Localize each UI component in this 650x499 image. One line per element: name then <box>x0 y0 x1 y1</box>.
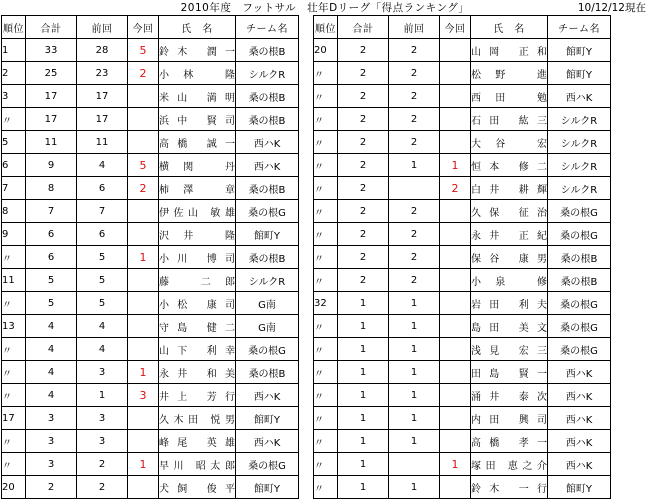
previous-cell <box>389 453 440 476</box>
current-cell <box>440 430 471 453</box>
player-name-cell: 保谷 康男 <box>471 246 548 269</box>
team-name-cell: 桑の根B <box>236 246 299 269</box>
team-name-cell: 西ハK <box>236 384 299 407</box>
previous-cell: 3 <box>77 430 128 453</box>
page-title: 2010年度 フットサル 壮年Dリーグ「得点ランキング」 <box>180 2 470 14</box>
table-row <box>314 361 611 384</box>
ranking-table-left <box>1 15 299 499</box>
rank-cell: 2 <box>2 62 26 85</box>
total-cell: 2 <box>338 177 389 200</box>
previous-cell: 1 <box>389 407 440 430</box>
rank-cell: 32 <box>314 292 338 315</box>
rank-cell: 〃 <box>2 246 26 269</box>
col-header-name: 氏 名 <box>159 16 236 39</box>
previous-cell: 1 <box>389 315 440 338</box>
player-name-cell: 鈴木 一行 <box>471 476 548 499</box>
rank-cell: 13 <box>2 315 26 338</box>
total-cell: 2 <box>338 62 389 85</box>
player-name-cell: 浜中 賢司 <box>159 108 236 131</box>
team-name-cell: 桑の根B <box>236 177 299 200</box>
table-row <box>2 62 299 85</box>
team-name-cell: 桑の根G <box>236 200 299 223</box>
rank-cell: 7 <box>2 177 26 200</box>
player-name-cell: 小松 康司 <box>159 292 236 315</box>
previous-cell: 3 <box>77 361 128 384</box>
col-header-total: 合計 <box>338 16 389 39</box>
table-row <box>314 177 611 200</box>
team-name-cell: G南 <box>236 315 299 338</box>
player-name-cell: 久保 征治 <box>471 200 548 223</box>
rank-cell: 〃 <box>314 453 338 476</box>
player-name-cell: 大谷 宏 <box>471 131 548 154</box>
previous-cell: 2 <box>389 200 440 223</box>
header-row <box>314 16 611 39</box>
rank-cell: 8 <box>2 200 26 223</box>
team-name-cell: 桑の根G <box>236 338 299 361</box>
table-row <box>2 200 299 223</box>
table-row <box>314 476 611 499</box>
rank-cell: 〃 <box>314 85 338 108</box>
team-name-cell: 西ハK <box>236 430 299 453</box>
player-name-cell: 浅見 宏三 <box>471 338 548 361</box>
rank-cell: 〃 <box>314 361 338 384</box>
team-name-cell: 西ハK <box>548 407 611 430</box>
player-name-cell: 守島 健二 <box>159 315 236 338</box>
table-row <box>314 292 611 315</box>
player-name-cell: 沢井 隆 <box>159 223 236 246</box>
team-name-cell: 館町Y <box>236 407 299 430</box>
previous-cell: 6 <box>77 223 128 246</box>
total-cell: 1 <box>338 453 389 476</box>
rank-cell: 〃 <box>314 430 338 453</box>
table-row <box>2 269 299 292</box>
col-header-current: 今回 <box>128 16 159 39</box>
player-name-cell: 犬飼 俊平 <box>159 476 236 499</box>
team-name-cell: 館町Y <box>548 39 611 62</box>
rank-cell: 〃 <box>314 108 338 131</box>
current-cell <box>128 131 159 154</box>
player-name-cell: 早川 昭太郎 <box>159 453 236 476</box>
team-name-cell: G南 <box>236 292 299 315</box>
rank-cell: 〃 <box>2 430 26 453</box>
previous-cell: 4 <box>77 338 128 361</box>
team-name-cell: 館町Y <box>236 223 299 246</box>
previous-cell: 5 <box>77 246 128 269</box>
current-cell <box>440 200 471 223</box>
player-name-cell: 柿澤 章 <box>159 177 236 200</box>
previous-cell: 2 <box>77 453 128 476</box>
team-name-cell: シルクR <box>548 108 611 131</box>
player-name-cell: 横関 丹 <box>159 154 236 177</box>
rank-cell: 9 <box>2 223 26 246</box>
current-cell <box>440 338 471 361</box>
team-name-cell: 桑の根B <box>236 108 299 131</box>
team-name-cell: 西ハK <box>236 131 299 154</box>
total-cell: 1 <box>338 292 389 315</box>
team-name-cell: 桑の根B <box>548 246 611 269</box>
player-name-cell: 内田 興司 <box>471 407 548 430</box>
total-cell: 2 <box>338 154 389 177</box>
table-row <box>314 131 611 154</box>
current-cell <box>128 476 159 499</box>
player-name-cell: 恒本 修二 <box>471 154 548 177</box>
total-cell: 1 <box>338 476 389 499</box>
team-name-cell: 西ハK <box>548 453 611 476</box>
current-cell <box>440 361 471 384</box>
table-row <box>314 338 611 361</box>
table-row <box>314 39 611 62</box>
previous-cell: 2 <box>389 269 440 292</box>
player-name-cell: 久木田 悦男 <box>159 407 236 430</box>
current-cell: 1 <box>128 361 159 384</box>
team-name-cell: シルクR <box>548 154 611 177</box>
team-name-cell: 西ハK <box>236 154 299 177</box>
current-cell: 2 <box>128 62 159 85</box>
table-row <box>2 384 299 407</box>
total-cell: 8 <box>26 177 77 200</box>
total-cell: 4 <box>26 315 77 338</box>
table-row <box>2 85 299 108</box>
previous-cell: 4 <box>77 154 128 177</box>
table-row <box>2 407 299 430</box>
team-name-cell: 桑の根G <box>548 338 611 361</box>
team-name-cell: 西ハK <box>548 384 611 407</box>
team-name-cell: 桑の根G <box>548 315 611 338</box>
col-header-name: 氏 名 <box>471 16 548 39</box>
previous-cell: 2 <box>389 85 440 108</box>
player-name-cell: 井上 芳行 <box>159 384 236 407</box>
previous-cell: 6 <box>77 177 128 200</box>
rank-cell: 〃 <box>2 453 26 476</box>
previous-cell <box>389 177 440 200</box>
team-name-cell: 桑の根G <box>236 453 299 476</box>
total-cell: 2 <box>338 269 389 292</box>
total-cell: 2 <box>26 476 77 499</box>
current-cell <box>440 407 471 430</box>
team-name-cell: 桑の根G <box>548 223 611 246</box>
current-cell <box>440 85 471 108</box>
table-row <box>314 223 611 246</box>
previous-cell: 2 <box>77 476 128 499</box>
current-cell <box>440 315 471 338</box>
rank-cell: 〃 <box>314 246 338 269</box>
team-name-cell: 桑の根B <box>236 39 299 62</box>
current-cell <box>440 62 471 85</box>
player-name-cell: 石田 紘三 <box>471 108 548 131</box>
col-header-previous: 前回 <box>389 16 440 39</box>
player-name-cell: 峰尾 英雄 <box>159 430 236 453</box>
player-name-cell: 伊佐山 敏雄 <box>159 200 236 223</box>
current-cell <box>128 315 159 338</box>
player-name-cell: 白井 耕輝 <box>471 177 548 200</box>
player-name-cell: 藤 二郎 <box>159 269 236 292</box>
current-cell <box>440 269 471 292</box>
total-cell: 6 <box>26 246 77 269</box>
current-cell <box>440 292 471 315</box>
rank-cell: 〃 <box>2 361 26 384</box>
team-name-cell: 西ハK <box>548 85 611 108</box>
rank-cell: 3 <box>2 85 26 108</box>
total-cell: 33 <box>26 39 77 62</box>
total-cell: 11 <box>26 131 77 154</box>
player-name-cell: 山岡 正和 <box>471 39 548 62</box>
previous-cell: 2 <box>389 62 440 85</box>
previous-cell: 1 <box>389 292 440 315</box>
table-row <box>314 246 611 269</box>
previous-cell: 1 <box>77 384 128 407</box>
current-cell: 1 <box>128 246 159 269</box>
team-name-cell: 館町Y <box>236 476 299 499</box>
rank-cell: 11 <box>2 269 26 292</box>
team-name-cell: 桑の根B <box>236 361 299 384</box>
team-name-cell: 桑の根B <box>236 85 299 108</box>
team-name-cell: 西ハK <box>548 361 611 384</box>
current-cell <box>440 223 471 246</box>
team-name-cell: シルクR <box>236 62 299 85</box>
current-cell <box>128 338 159 361</box>
rank-cell: 〃 <box>314 154 338 177</box>
player-name-cell: 小泉 修 <box>471 269 548 292</box>
rank-cell: 〃 <box>2 338 26 361</box>
total-cell: 3 <box>26 407 77 430</box>
current-cell <box>128 407 159 430</box>
total-cell: 3 <box>26 453 77 476</box>
team-name-cell: 館町Y <box>548 62 611 85</box>
current-cell: 1 <box>440 453 471 476</box>
current-cell <box>128 200 159 223</box>
rank-cell: 20 <box>314 39 338 62</box>
previous-cell: 5 <box>77 269 128 292</box>
total-cell: 6 <box>26 223 77 246</box>
col-header-rank: 順位 <box>2 16 26 39</box>
total-cell: 17 <box>26 108 77 131</box>
total-cell: 2 <box>338 200 389 223</box>
player-name-cell: 高橋 孝一 <box>471 430 548 453</box>
table-row <box>314 62 611 85</box>
rank-cell: 〃 <box>314 269 338 292</box>
total-cell: 17 <box>26 85 77 108</box>
total-cell: 2 <box>338 39 389 62</box>
current-cell: 2 <box>128 177 159 200</box>
previous-cell: 2 <box>389 246 440 269</box>
table-row <box>2 292 299 315</box>
table-row <box>314 407 611 430</box>
rank-cell: 〃 <box>314 476 338 499</box>
table-row <box>2 361 299 384</box>
total-cell: 1 <box>338 338 389 361</box>
player-name-cell: 山下 利幸 <box>159 338 236 361</box>
player-name-cell: 高橋 誠一 <box>159 131 236 154</box>
total-cell: 1 <box>338 430 389 453</box>
current-cell <box>440 476 471 499</box>
team-name-cell: 桑の根G <box>548 200 611 223</box>
header-row <box>2 16 299 39</box>
table-row <box>2 476 299 499</box>
rank-cell: 〃 <box>314 384 338 407</box>
previous-cell: 2 <box>389 108 440 131</box>
current-cell <box>128 85 159 108</box>
total-cell: 3 <box>26 430 77 453</box>
table-row <box>2 338 299 361</box>
col-header-rank: 順位 <box>314 16 338 39</box>
current-cell <box>128 108 159 131</box>
total-cell: 25 <box>26 62 77 85</box>
current-cell: 1 <box>128 453 159 476</box>
table-row <box>314 108 611 131</box>
current-cell <box>128 292 159 315</box>
table-row <box>2 453 299 476</box>
player-name-cell: 涌井 泰次 <box>471 384 548 407</box>
current-cell: 5 <box>128 154 159 177</box>
col-header-total: 合計 <box>26 16 77 39</box>
team-name-cell: シルクR <box>548 131 611 154</box>
table-row <box>314 453 611 476</box>
rank-cell: 〃 <box>314 315 338 338</box>
total-cell: 4 <box>26 384 77 407</box>
previous-cell: 1 <box>389 361 440 384</box>
player-name-cell: 永井 和美 <box>159 361 236 384</box>
previous-cell: 1 <box>389 338 440 361</box>
player-name-cell: 岩田 利夫 <box>471 292 548 315</box>
current-cell <box>440 384 471 407</box>
table-row <box>314 200 611 223</box>
table-row <box>314 85 611 108</box>
rank-cell: 〃 <box>2 384 26 407</box>
total-cell: 2 <box>338 108 389 131</box>
previous-cell: 2 <box>389 131 440 154</box>
current-cell <box>440 131 471 154</box>
rank-cell: 〃 <box>314 62 338 85</box>
previous-cell: 2 <box>389 39 440 62</box>
player-name-cell: 西田 勉 <box>471 85 548 108</box>
total-cell: 1 <box>338 407 389 430</box>
total-cell: 2 <box>338 85 389 108</box>
previous-cell: 28 <box>77 39 128 62</box>
previous-cell: 23 <box>77 62 128 85</box>
team-name-cell: シルクR <box>548 177 611 200</box>
current-cell <box>440 39 471 62</box>
total-cell: 1 <box>338 361 389 384</box>
total-cell: 2 <box>338 246 389 269</box>
as-of-date: 10/12/12現在 <box>577 2 646 14</box>
rank-cell: 17 <box>2 407 26 430</box>
team-name-cell: 西ハK <box>548 430 611 453</box>
table-row <box>2 39 299 62</box>
table-row <box>2 223 299 246</box>
total-cell: 2 <box>338 223 389 246</box>
table-row <box>2 315 299 338</box>
current-cell: 3 <box>128 384 159 407</box>
player-name-cell: 田島 賢一 <box>471 361 548 384</box>
table-row <box>314 269 611 292</box>
total-cell: 2 <box>338 131 389 154</box>
total-cell: 5 <box>26 269 77 292</box>
total-cell: 5 <box>26 292 77 315</box>
total-cell: 7 <box>26 200 77 223</box>
rank-cell: 5 <box>2 131 26 154</box>
player-name-cell: 永井 正紀 <box>471 223 548 246</box>
previous-cell: 11 <box>77 131 128 154</box>
col-header-team: チーム名 <box>548 16 611 39</box>
current-cell: 1 <box>440 154 471 177</box>
rank-cell: 〃 <box>314 177 338 200</box>
rank-cell: 〃 <box>314 131 338 154</box>
previous-cell: 17 <box>77 85 128 108</box>
rank-cell: 1 <box>2 39 26 62</box>
team-name-cell: 桑の根G <box>548 292 611 315</box>
previous-cell: 1 <box>389 430 440 453</box>
rank-cell: 〃 <box>314 200 338 223</box>
table-row <box>314 154 611 177</box>
player-name-cell: 米山 満明 <box>159 85 236 108</box>
current-cell: 5 <box>128 39 159 62</box>
table-row <box>314 384 611 407</box>
table-row <box>2 131 299 154</box>
player-name-cell: 松野 進 <box>471 62 548 85</box>
player-name-cell: 小川 博司 <box>159 246 236 269</box>
previous-cell: 3 <box>77 407 128 430</box>
player-name-cell: 小林 隆 <box>159 62 236 85</box>
previous-cell: 17 <box>77 108 128 131</box>
player-name-cell: 鈴木 潤一 <box>159 39 236 62</box>
team-name-cell: 館町Y <box>548 476 611 499</box>
player-name-cell: 島田 美文 <box>471 315 548 338</box>
previous-cell: 1 <box>389 154 440 177</box>
previous-cell: 1 <box>389 476 440 499</box>
current-cell <box>128 269 159 292</box>
previous-cell: 1 <box>389 384 440 407</box>
total-cell: 4 <box>26 361 77 384</box>
player-name-cell: 塚田 恵之介 <box>471 453 548 476</box>
previous-cell: 7 <box>77 200 128 223</box>
col-header-current: 今回 <box>440 16 471 39</box>
total-cell: 4 <box>26 338 77 361</box>
table-row <box>314 315 611 338</box>
rank-cell: 〃 <box>2 292 26 315</box>
table-row <box>2 246 299 269</box>
current-cell: 2 <box>440 177 471 200</box>
rank-cell: 〃 <box>314 223 338 246</box>
previous-cell: 4 <box>77 315 128 338</box>
team-name-cell: シルクR <box>236 269 299 292</box>
rank-cell: 20 <box>2 476 26 499</box>
ranking-table-right <box>313 15 611 499</box>
current-cell <box>128 430 159 453</box>
table-row <box>2 154 299 177</box>
team-name-cell: 桑の根B <box>548 269 611 292</box>
current-cell <box>128 223 159 246</box>
previous-cell: 2 <box>389 223 440 246</box>
table-row <box>2 177 299 200</box>
col-header-team: チーム名 <box>236 16 299 39</box>
current-cell <box>440 108 471 131</box>
total-cell: 1 <box>338 384 389 407</box>
table-row <box>314 430 611 453</box>
current-cell <box>440 246 471 269</box>
rank-cell: 〃 <box>2 108 26 131</box>
previous-cell: 5 <box>77 292 128 315</box>
table-row <box>2 430 299 453</box>
total-cell: 9 <box>26 154 77 177</box>
rank-cell: 6 <box>2 154 26 177</box>
rank-cell: 〃 <box>314 407 338 430</box>
rank-cell: 〃 <box>314 338 338 361</box>
col-header-previous: 前回 <box>77 16 128 39</box>
total-cell: 1 <box>338 315 389 338</box>
table-row <box>2 108 299 131</box>
